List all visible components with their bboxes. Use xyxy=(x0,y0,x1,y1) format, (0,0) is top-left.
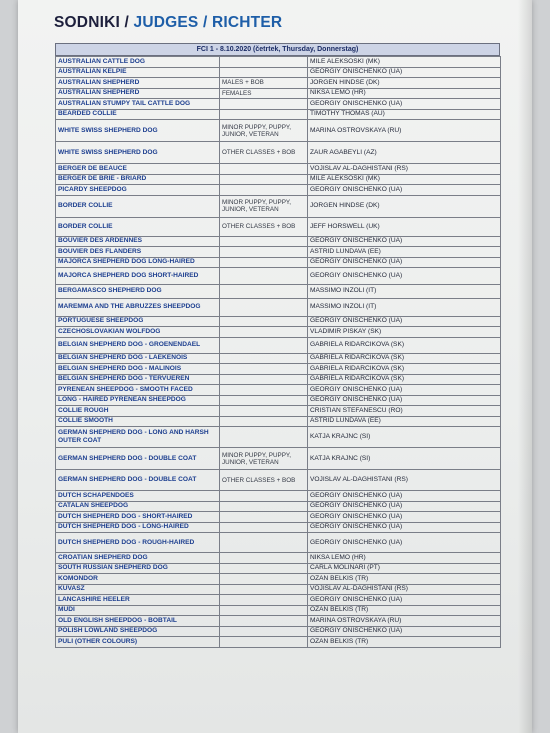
judge-cell: ASTRID LUNDAVA (EE) xyxy=(308,416,501,427)
table-row xyxy=(56,353,501,364)
table-row xyxy=(56,501,501,512)
judge-cell: MARINA OSTROVSKAYA (RU) xyxy=(308,120,501,142)
table-row xyxy=(56,164,501,175)
judges-grid xyxy=(55,56,501,648)
breed-cell: OLD ENGLISH SHEEPDOG - BOBTAIL xyxy=(56,616,220,627)
breed-cell: BELGIAN SHEPHERD DOG - GROENENDAEL xyxy=(56,337,220,353)
class-cell xyxy=(220,236,308,247)
table-row xyxy=(56,268,501,285)
breed-cell: MAJORCA SHEPHERD DOG SHORT-HAIRED xyxy=(56,268,220,285)
judge-cell: MASSIMO INZOLI (IT) xyxy=(308,285,501,299)
judges-table xyxy=(55,43,500,648)
class-cell xyxy=(220,522,308,533)
table-row xyxy=(56,626,501,637)
table-row xyxy=(56,470,501,491)
judge-cell: GEORGIY ONISCHENKO (UA) xyxy=(308,236,501,247)
judge-cell: VLADIMIR PISKAY (SK) xyxy=(308,327,501,338)
class-cell xyxy=(220,67,308,78)
breed-cell: COLLIE ROUGH xyxy=(56,406,220,417)
table-row xyxy=(56,522,501,533)
breed-cell: AUSTRALIAN STUMPY TAIL CATTLE DOG xyxy=(56,99,220,110)
judge-cell: GEORGIY ONISCHENKO (UA) xyxy=(308,268,501,285)
breed-cell: MUDI xyxy=(56,605,220,616)
table-row xyxy=(56,247,501,258)
class-cell xyxy=(220,109,308,120)
judge-cell: GEORGIY ONISCHENKO (UA) xyxy=(308,626,501,637)
breed-cell: DUTCH SHEPHERD DOG - LONG-HAIRED xyxy=(56,522,220,533)
breed-cell: MAREMMA AND THE ABRUZZES SHEEPDOG xyxy=(56,298,220,316)
breed-cell: POLISH LOWLAND SHEEPDOG xyxy=(56,626,220,637)
breed-cell: LANCASHIRE HEELER xyxy=(56,595,220,606)
judge-cell: TIMOTHY THOMAS (AU) xyxy=(308,109,501,120)
class-cell xyxy=(220,337,308,353)
judge-cell: KATJA KRAJNC (SI) xyxy=(308,448,501,470)
table-row xyxy=(56,316,501,327)
page-title xyxy=(54,14,282,32)
table-row xyxy=(56,574,501,585)
breed-cell: AUSTRALIAN SHEPHERD xyxy=(56,88,220,99)
judge-cell: JORGEN HINDSE (DK) xyxy=(308,78,501,89)
title-english-german: JUDGES / RICHTER xyxy=(133,14,283,31)
judge-cell: GEORGIY ONISCHENKO (UA) xyxy=(308,395,501,406)
table-row xyxy=(56,185,501,196)
judge-cell: MASSIMO INZOLI (IT) xyxy=(308,298,501,316)
judge-cell: OZAN BELKIS (TR) xyxy=(308,574,501,585)
judge-cell: JORGEN HINDSE (DK) xyxy=(308,195,501,217)
table-row xyxy=(56,285,501,299)
table-row xyxy=(56,174,501,185)
judge-cell: GABRIELA RIDARCIKOVA (SK) xyxy=(308,364,501,375)
breed-cell: BORDER COLLIE xyxy=(56,217,220,236)
table-row xyxy=(56,364,501,375)
class-cell xyxy=(220,327,308,338)
judge-cell: NIKSA LEMO (HR) xyxy=(308,88,501,99)
judge-cell: OZAN BELKIS (TR) xyxy=(308,605,501,616)
class-cell: MINOR PUPPY, PUPPY, JUNIOR, VETERAN xyxy=(220,448,308,470)
class-cell: MINOR PUPPY, PUPPY, JUNIOR, VETERAN xyxy=(220,195,308,217)
table-row xyxy=(56,448,501,470)
breed-cell: COLLIE SMOOTH xyxy=(56,416,220,427)
table-row xyxy=(56,195,501,217)
judge-cell: GABRIELA RIDARCIKOVA (SK) xyxy=(308,337,501,353)
table-row xyxy=(56,120,501,142)
breed-cell: MAJORCA SHEPHERD DOG LONG-HAIRED xyxy=(56,257,220,268)
breed-cell: BERGER DE BEAUCE xyxy=(56,164,220,175)
class-cell xyxy=(220,406,308,417)
judge-cell: GEORGIY ONISCHENKO (UA) xyxy=(308,533,501,553)
judge-cell: ZAUR AGABEYLI (AZ) xyxy=(308,142,501,164)
class-cell: OTHER CLASSES + BOB xyxy=(220,217,308,236)
class-cell xyxy=(220,427,308,448)
table-row xyxy=(56,512,501,523)
class-cell xyxy=(220,185,308,196)
judge-cell: GEORGIY ONISCHENKO (UA) xyxy=(308,257,501,268)
class-cell: MALES + BOB xyxy=(220,78,308,89)
judge-cell: GEORGIY ONISCHENKO (UA) xyxy=(308,316,501,327)
judge-cell: GEORGIY ONISCHENKO (UA) xyxy=(308,385,501,396)
judge-cell: GABRIELA RIDARCIKOVA (SK) xyxy=(308,353,501,364)
breed-cell: SOUTH RUSSIAN SHEPHERD DOG xyxy=(56,563,220,574)
judge-cell: MARINA OSTROVSKAYA (RU) xyxy=(308,616,501,627)
breed-cell: BOUVIER DES ARDENNES xyxy=(56,236,220,247)
table-row xyxy=(56,257,501,268)
breed-cell: GERMAN SHEPHERD DOG - DOUBLE COAT xyxy=(56,470,220,491)
breed-cell: PICARDY SHEEPDOG xyxy=(56,185,220,196)
breed-cell: DUTCH SCHAPENDOES xyxy=(56,491,220,502)
judge-cell: GEORGIY ONISCHENKO (UA) xyxy=(308,501,501,512)
breed-cell: KOMONDOR xyxy=(56,574,220,585)
judge-cell: NIKSA LEMO (HR) xyxy=(308,553,501,564)
table-row xyxy=(56,616,501,627)
class-cell xyxy=(220,385,308,396)
judge-cell: GEORGIY ONISCHENKO (UA) xyxy=(308,595,501,606)
breed-cell: GERMAN SHEPHERD DOG - LONG AND HARSH OUTER COAT xyxy=(56,427,220,448)
judge-cell: VOJISLAV AL-DAGHISTANI (RS) xyxy=(308,584,501,595)
class-cell xyxy=(220,491,308,502)
table-row xyxy=(56,337,501,353)
class-cell: OTHER CLASSES + BOB xyxy=(220,142,308,164)
table-row xyxy=(56,533,501,553)
table-row xyxy=(56,553,501,564)
table-row xyxy=(56,416,501,427)
breed-cell: BELGIAN SHEPHERD DOG - TERVUEREN xyxy=(56,374,220,385)
judge-cell: GEORGIY ONISCHENKO (UA) xyxy=(308,522,501,533)
class-cell xyxy=(220,268,308,285)
table-row xyxy=(56,142,501,164)
class-cell xyxy=(220,501,308,512)
class-cell xyxy=(220,616,308,627)
class-cell xyxy=(220,285,308,299)
judge-cell: GEORGIY ONISCHENKO (UA) xyxy=(308,185,501,196)
breed-cell: DUTCH SHEPHERD DOG - SHORT-HAIRED xyxy=(56,512,220,523)
table-row xyxy=(56,406,501,417)
judge-cell: VOJISLAV AL-DAGHISTANI (RS) xyxy=(308,470,501,491)
class-cell xyxy=(220,395,308,406)
class-cell xyxy=(220,595,308,606)
table-row xyxy=(56,236,501,247)
breed-cell: PYRENEAN SHEEPDOG - SMOOTH FACED xyxy=(56,385,220,396)
breed-cell: AUSTRALIAN KELPIE xyxy=(56,67,220,78)
table-row xyxy=(56,395,501,406)
class-cell xyxy=(220,605,308,616)
table-row xyxy=(56,88,501,99)
class-cell xyxy=(220,374,308,385)
breed-cell: BELGIAN SHEPHERD DOG - MALINOIS xyxy=(56,364,220,375)
class-cell: OTHER CLASSES + BOB xyxy=(220,470,308,491)
breed-cell: BORDER COLLIE xyxy=(56,195,220,217)
class-cell xyxy=(220,164,308,175)
judge-cell: VOJISLAV AL-DAGHISTANI (RS) xyxy=(308,164,501,175)
judge-cell: GABRIELA RIDARCIKOVA (SK) xyxy=(308,374,501,385)
judge-cell: MILE ALEKSOSKI (MK) xyxy=(308,174,501,185)
class-cell xyxy=(220,57,308,68)
table-row xyxy=(56,109,501,120)
judge-cell: CARLA MOLINARI (PT) xyxy=(308,563,501,574)
table-row xyxy=(56,67,501,78)
breed-cell: AUSTRALIAN SHEPHERD xyxy=(56,78,220,89)
class-cell xyxy=(220,584,308,595)
breed-cell: AUSTRALIAN CATTLE DOG xyxy=(56,57,220,68)
breed-cell: CATALAN SHEEPDOG xyxy=(56,501,220,512)
class-cell xyxy=(220,364,308,375)
breed-cell: BERGER DE BRIE - BRIARD xyxy=(56,174,220,185)
class-cell xyxy=(220,574,308,585)
class-cell xyxy=(220,247,308,258)
table-row xyxy=(56,78,501,89)
breed-cell: PORTUGUESE SHEEPDOG xyxy=(56,316,220,327)
class-cell xyxy=(220,316,308,327)
judge-cell: GEORGIY ONISCHENKO (UA) xyxy=(308,491,501,502)
breed-cell: KUVASZ xyxy=(56,584,220,595)
table-row xyxy=(56,327,501,338)
class-cell xyxy=(220,533,308,553)
judge-cell: GEORGIY ONISCHENKO (UA) xyxy=(308,99,501,110)
table-row xyxy=(56,99,501,110)
table-row xyxy=(56,491,501,502)
class-cell: FEMALES xyxy=(220,88,308,99)
table-row xyxy=(56,217,501,236)
table-row xyxy=(56,374,501,385)
table-row xyxy=(56,605,501,616)
breed-cell: BERGAMASCO SHEPHERD DOG xyxy=(56,285,220,299)
breed-cell: CROATIAN SHEPHERD DOG xyxy=(56,553,220,564)
breed-cell: BEARDED COLLIE xyxy=(56,109,220,120)
class-cell xyxy=(220,174,308,185)
title-slovenian: SODNIKI / xyxy=(54,14,134,31)
judge-cell: GEORGIY ONISCHENKO (UA) xyxy=(308,512,501,523)
breed-cell: GERMAN SHEPHERD DOG - DOUBLE COAT xyxy=(56,448,220,470)
class-cell xyxy=(220,512,308,523)
judge-cell: CRISTIAN STEFANESCU (RO) xyxy=(308,406,501,417)
table-header: FCI 1 - 8.10.2020 (četrtek, Thursday, Donnerstag) xyxy=(55,43,500,56)
breed-cell: WHITE SWISS SHEPHERD DOG xyxy=(56,142,220,164)
breed-cell: LONG - HAIRED PYRENEAN SHEEPDOG xyxy=(56,395,220,406)
table-row xyxy=(56,595,501,606)
page-fold-shadow xyxy=(518,0,532,733)
class-cell xyxy=(220,553,308,564)
class-cell xyxy=(220,257,308,268)
table-row xyxy=(56,385,501,396)
judge-cell: GEORGIY ONISCHENKO (UA) xyxy=(308,67,501,78)
table-row xyxy=(56,298,501,316)
class-cell xyxy=(220,563,308,574)
judge-cell: MILE ALEKSOSKI (MK) xyxy=(308,57,501,68)
class-cell xyxy=(220,637,308,648)
class-cell xyxy=(220,298,308,316)
table-row xyxy=(56,57,501,68)
judge-cell: JEFF HORSWELL (UK) xyxy=(308,217,501,236)
breed-cell: PULI (OTHER COLOURS) xyxy=(56,637,220,648)
table-row xyxy=(56,563,501,574)
judge-cell: KATJA KRAJNC (SI) xyxy=(308,427,501,448)
breed-cell: CZECHOSLOVAKIAN WOLFDOG xyxy=(56,327,220,338)
table-row xyxy=(56,637,501,648)
table-row xyxy=(56,584,501,595)
breed-cell: DUTCH SHEPHERD DOG - ROUGH-HAIRED xyxy=(56,533,220,553)
judge-cell: ASTRID LUNDAVA (EE) xyxy=(308,247,501,258)
class-cell xyxy=(220,353,308,364)
class-cell xyxy=(220,416,308,427)
judge-cell: OZAN BELKIS (TR) xyxy=(308,637,501,648)
class-cell xyxy=(220,626,308,637)
breed-cell: BELGIAN SHEPHERD DOG - LAEKENOIS xyxy=(56,353,220,364)
breed-cell: BOUVIER DES FLANDERS xyxy=(56,247,220,258)
class-cell xyxy=(220,99,308,110)
class-cell: MINOR PUPPY, PUPPY, JUNIOR, VETERAN xyxy=(220,120,308,142)
table-row xyxy=(56,427,501,448)
breed-cell: WHITE SWISS SHEPHERD DOG xyxy=(56,120,220,142)
